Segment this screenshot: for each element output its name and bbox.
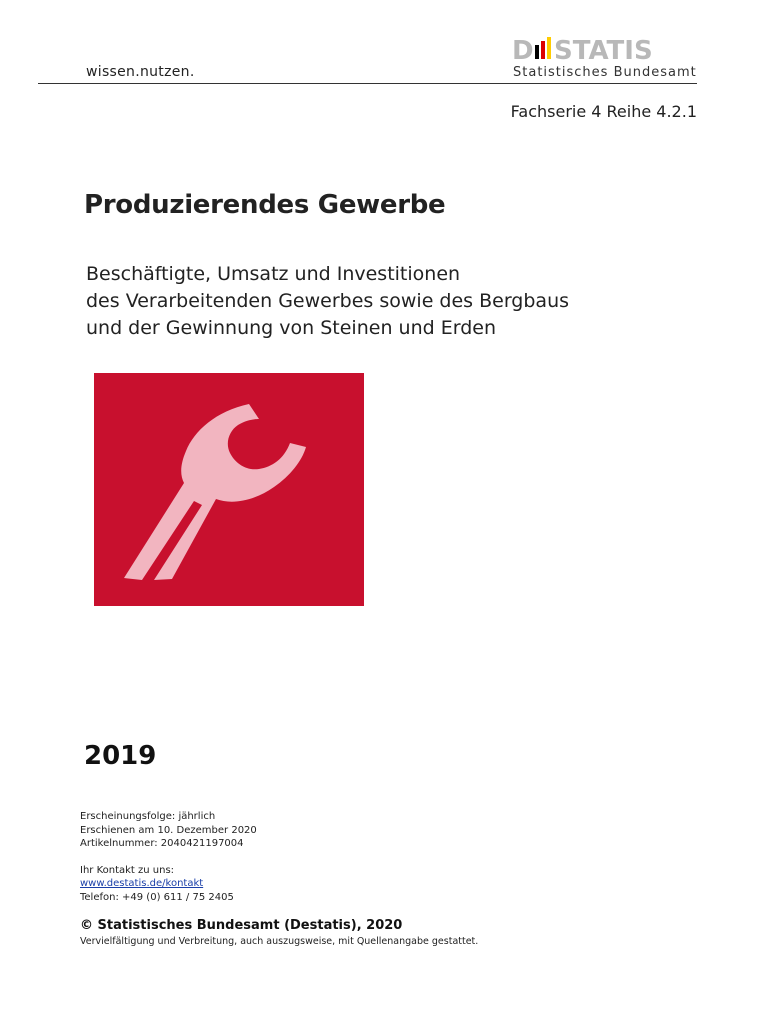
publication-year: 2019	[84, 741, 157, 771]
svg-text:D: D	[512, 36, 534, 62]
logo-subtitle: Statistisches Bundesamt	[513, 65, 697, 80]
contact-link[interactable]: www.destatis.de/kontakt	[80, 878, 204, 889]
document-title: Produzierendes Gewerbe	[84, 190, 446, 220]
tagline: wissen.nutzen.	[86, 64, 195, 80]
header-divider	[38, 83, 697, 84]
series-label: Fachserie 4 Reihe 4.2.1	[510, 102, 697, 121]
frequency-text: Erscheinungsfolge: jährlich	[80, 811, 216, 822]
svg-text:STATIS: STATIS	[554, 36, 653, 62]
contact-heading: Ihr Kontakt zu uns:	[80, 864, 175, 876]
wrench-icon	[94, 373, 364, 606]
subtitle-line: Beschäftigte, Umsatz und Investitionen	[86, 263, 461, 285]
document-subtitle	[86, 261, 569, 342]
article-number: Artikelnummer: 2040421197004	[80, 838, 244, 849]
copyright: © Statistisches Bundesamt (Destatis), 2020	[80, 918, 403, 933]
subtitle-line: des Verarbeitenden Gewerbes sowie des Bergbaus	[86, 290, 570, 312]
destatis-logo	[512, 36, 686, 62]
copyright-note: Vervielfältigung und Verbreitung, auch auszugsweise, mit Quellenangabe gestattet.	[80, 936, 479, 947]
publication-meta	[80, 810, 257, 904]
subtitle-line: und der Gewinnung von Steinen und Erden	[86, 317, 496, 339]
published-date: Erschienen am 10. Dezember 2020	[80, 824, 257, 836]
phone-number: Telefon: +49 (0) 611 / 75 2405	[80, 891, 234, 903]
cover-image	[94, 373, 364, 606]
destatis-logo-graphic	[512, 36, 686, 62]
